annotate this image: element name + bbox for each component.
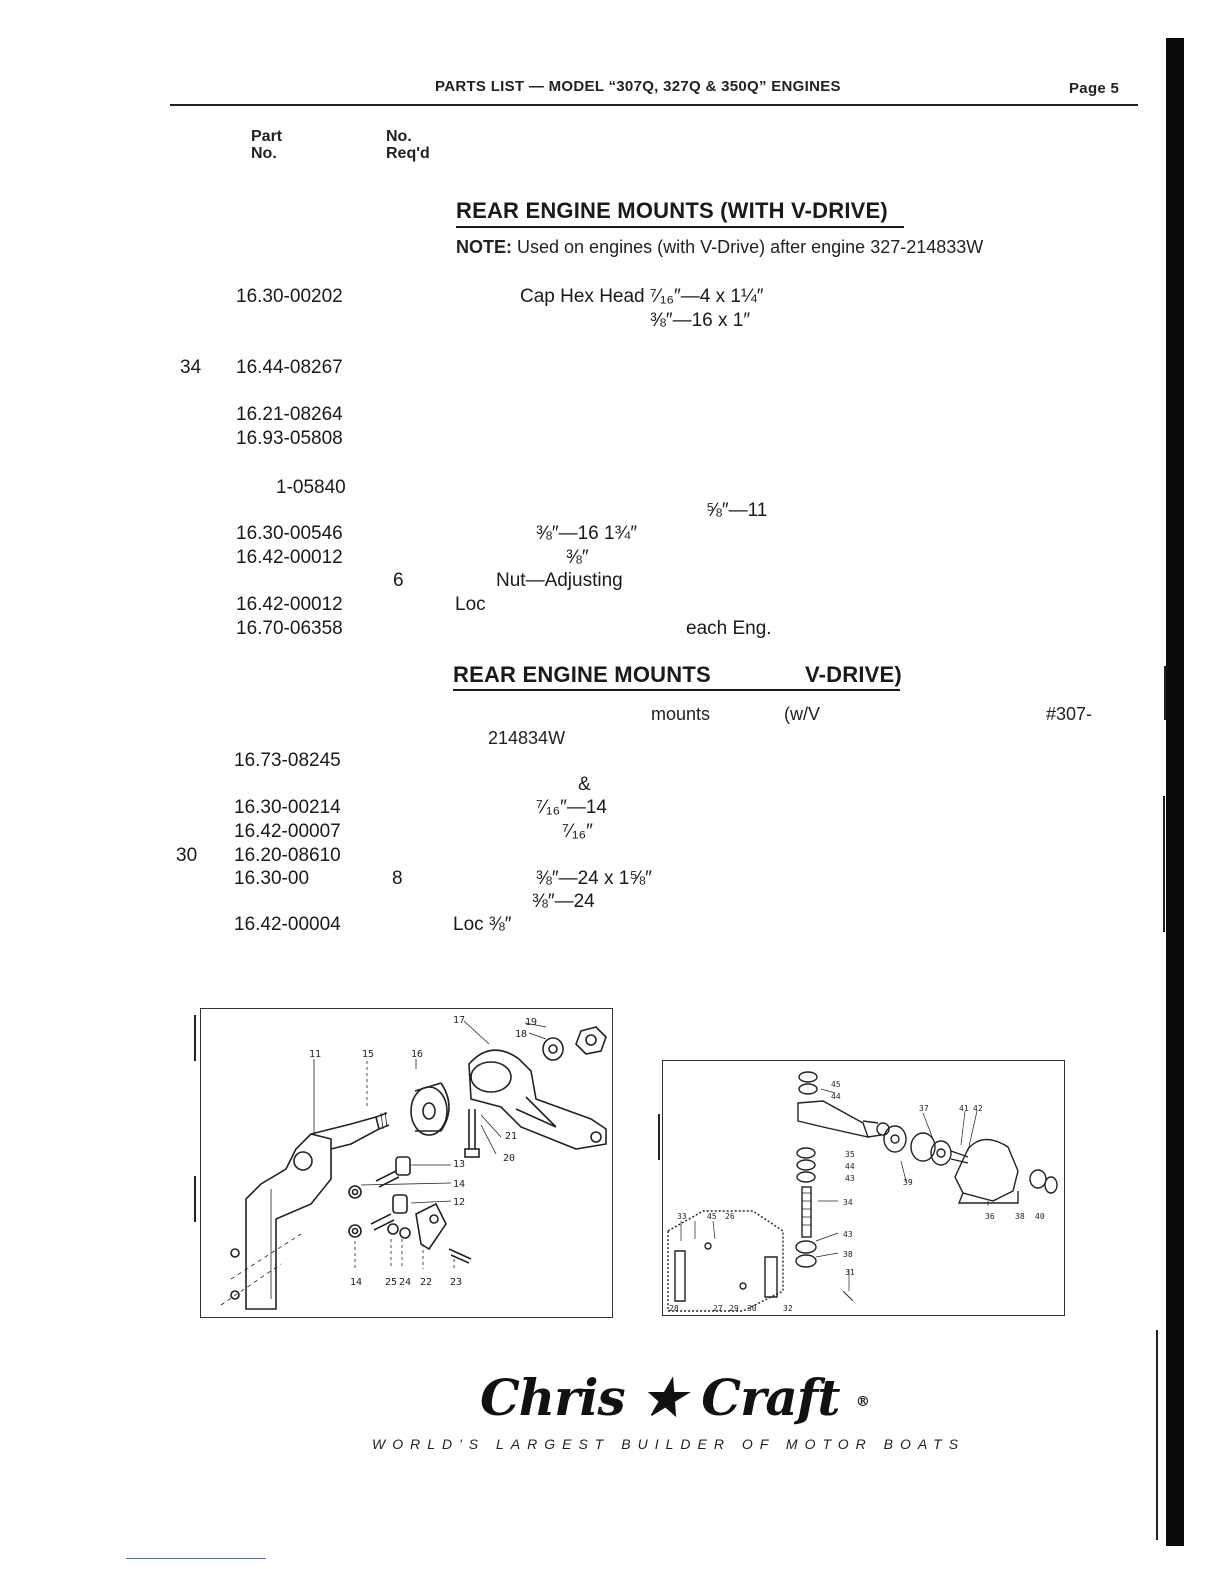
callout-label: 31 — [845, 1268, 855, 1277]
bracket-hole — [294, 1152, 312, 1170]
section-note — [456, 237, 983, 258]
page-number: Page 5 — [1069, 80, 1120, 97]
footer-tagline: WORLD'S LARGEST BUILDER OF MOTOR BOATS — [372, 1436, 966, 1452]
reference-number: 30 — [176, 845, 198, 866]
callout-label: 43 — [843, 1230, 853, 1239]
part-number: 16.42-00012 — [236, 547, 343, 568]
part-number: 16.42-00004 — [234, 914, 341, 935]
callout-label: 28 — [669, 1304, 679, 1313]
reference-number: 34 — [180, 357, 202, 378]
part-number: 16.30-00 — [234, 868, 310, 889]
crop-mark — [658, 1114, 660, 1160]
section-note-fragment: mounts — [651, 704, 711, 724]
scan-artifact-line — [1163, 796, 1165, 932]
section-title-part-a: REAR ENGINE MOUNTS — [453, 662, 711, 687]
rubber-bushing — [411, 1087, 447, 1135]
callout-label: 30 — [747, 1304, 757, 1313]
adjusting-stud — [802, 1187, 811, 1237]
page-header-title: PARTS LIST — MODEL “307Q, 327Q & 350Q” ENGINES — [435, 78, 841, 95]
mount-cradle-opening — [471, 1062, 511, 1092]
callout-label: 23 — [450, 1277, 463, 1288]
chris-craft-logo — [480, 1368, 869, 1427]
callout-label: 45 — [707, 1212, 717, 1221]
part-number: 16.42-00012 — [236, 594, 343, 615]
callout-label: 18 — [515, 1029, 528, 1040]
part-number: 16.30-00546 — [236, 523, 343, 544]
callout-label: 35 — [845, 1150, 855, 1159]
part-number: 16.70-06358 — [236, 618, 343, 639]
part-number: 16.21-08264 — [236, 404, 343, 425]
callout-label: 14 — [453, 1179, 466, 1190]
callout-label: 44 — [831, 1092, 841, 1101]
callout-label: 43 — [845, 1174, 855, 1183]
crop-mark — [194, 1176, 196, 1222]
logo-wordmark: Chris ★ Craft — [480, 1368, 840, 1427]
callout-label: 39 — [903, 1178, 913, 1187]
washer — [1030, 1170, 1046, 1188]
bolt — [469, 1109, 475, 1149]
part-number: 1-05840 — [276, 477, 346, 498]
part-description: & — [578, 774, 591, 795]
part-description: ⅜″—16 1¾″ — [536, 523, 638, 544]
callout-label: 36 — [985, 1212, 995, 1221]
callout-label: 21 — [505, 1131, 518, 1142]
part-description: ⅝″—11 — [706, 500, 768, 521]
mount-arm — [798, 1101, 868, 1137]
exploded-diagram-vdrive-mount — [662, 1060, 1065, 1316]
part-description: ⅜″—16 x 1″ — [650, 310, 751, 331]
callout-label: 24 — [399, 1277, 412, 1288]
part-description: ⅜″ — [566, 547, 589, 568]
crop-mark — [194, 1015, 196, 1061]
mount-body — [955, 1139, 1018, 1201]
callout-label: 40 — [1035, 1212, 1045, 1221]
scan-artifact-line — [1156, 1330, 1158, 1540]
quantity-required: 6 — [393, 570, 404, 591]
column-heading-req — [386, 128, 430, 162]
section-note-fragment: 214834W — [488, 728, 566, 748]
section-title-with-vdrive: REAR ENGINE MOUNTS (WITH V-DRIVE) — [456, 198, 888, 223]
header-rule — [170, 104, 1138, 106]
section-title-rule — [453, 689, 900, 691]
callout-label: 33 — [677, 1212, 687, 1221]
column-heading-part-no — [251, 128, 282, 162]
note-text: Used on engines (with V-Drive) after engine 327-214833W — [517, 237, 984, 257]
washer — [799, 1084, 817, 1094]
column-heading-req-line1: No. — [386, 128, 412, 145]
callout-label: 42 — [973, 1104, 983, 1113]
callout-label: 38 — [843, 1250, 853, 1259]
callout-label: 34 — [843, 1198, 853, 1207]
exploded-diagram-mount-assembly — [200, 1008, 613, 1318]
nut — [796, 1241, 816, 1253]
registered-mark: ® — [855, 1394, 869, 1410]
scan-edge-bar — [1166, 38, 1184, 1546]
part-number: 16.20-08610 — [234, 845, 341, 866]
vdrive-mount-drawing — [663, 1061, 1064, 1315]
part-number: 16.42-00007 — [234, 821, 341, 842]
callout-label: 16 — [411, 1049, 424, 1060]
section-title-part-b: V-DRIVE) — [805, 662, 902, 687]
callout-label: 37 — [919, 1104, 929, 1113]
bushing — [884, 1126, 906, 1152]
part-description: ⁷⁄₁₆″—14 — [536, 797, 607, 818]
callout-label: 15 — [362, 1049, 375, 1060]
note-label: NOTE: — [456, 237, 512, 257]
scan-artifact-line — [1164, 666, 1166, 720]
part-description: ⁷⁄₁₆″ — [562, 821, 593, 842]
part-description: Nut—Adjusting — [496, 570, 623, 591]
part-number: 16.93-05808 — [236, 428, 343, 449]
lock-plate — [416, 1204, 446, 1249]
part-description: ⅜″—24 — [532, 891, 595, 912]
part-description: Loc ⅜″ — [453, 914, 512, 935]
section-note-fragment: (w/V — [784, 704, 820, 724]
cap-screw — [396, 1157, 410, 1175]
column-heading-part-line1: Part — [251, 128, 283, 145]
engine-bracket — [246, 1134, 331, 1309]
part-number: 16.30-00202 — [236, 286, 343, 307]
callout-label: 22 — [420, 1277, 433, 1288]
callout-label: 38 — [1015, 1212, 1025, 1221]
part-number: 16.30-00214 — [234, 797, 341, 818]
rear-mount-bracket — [469, 1050, 606, 1149]
quantity-required: 8 — [392, 868, 403, 889]
part-description: Cap Hex Head ⁷⁄₁₆″—4 x 1¼″ — [520, 286, 764, 307]
callout-label: 27 — [713, 1304, 723, 1313]
column-heading-req-line2: Req'd — [386, 145, 430, 162]
mount-assembly-drawing — [201, 1009, 612, 1317]
callout-label: 19 — [525, 1017, 538, 1028]
callout-label: 25 — [385, 1277, 398, 1288]
callout-label: 14 — [350, 1277, 363, 1288]
cap-screw — [393, 1195, 407, 1213]
callout-label: 44 — [845, 1162, 855, 1171]
bracket-arm — [311, 1117, 379, 1149]
callout-label: 26 — [725, 1212, 735, 1221]
bottom-edge-mark — [126, 1558, 266, 1559]
callout-label: 45 — [831, 1080, 841, 1089]
part-description: Loc — [455, 594, 486, 615]
callout-label: 13 — [453, 1159, 466, 1170]
callout-label: 32 — [783, 1304, 793, 1313]
callout-label: 12 — [453, 1197, 466, 1208]
part-number: 16.44-08267 — [236, 357, 343, 378]
section-note-fragment: #307- — [1046, 704, 1093, 724]
callout-label: 11 — [309, 1049, 322, 1060]
hex-nut — [576, 1027, 606, 1054]
callout-label: 41 — [959, 1104, 969, 1113]
callout-label: 29 — [729, 1304, 739, 1313]
part-description: ⅜″—24 x 1⅝″ — [536, 868, 652, 889]
part-number: 16.73-08245 — [234, 750, 341, 771]
washer — [543, 1038, 563, 1060]
callout-label: 20 — [503, 1153, 516, 1164]
part-description: each Eng. — [686, 618, 772, 639]
section-title-rule — [456, 226, 904, 228]
callout-label: 17 — [453, 1015, 466, 1026]
column-heading-part-line2: No. — [251, 145, 277, 162]
